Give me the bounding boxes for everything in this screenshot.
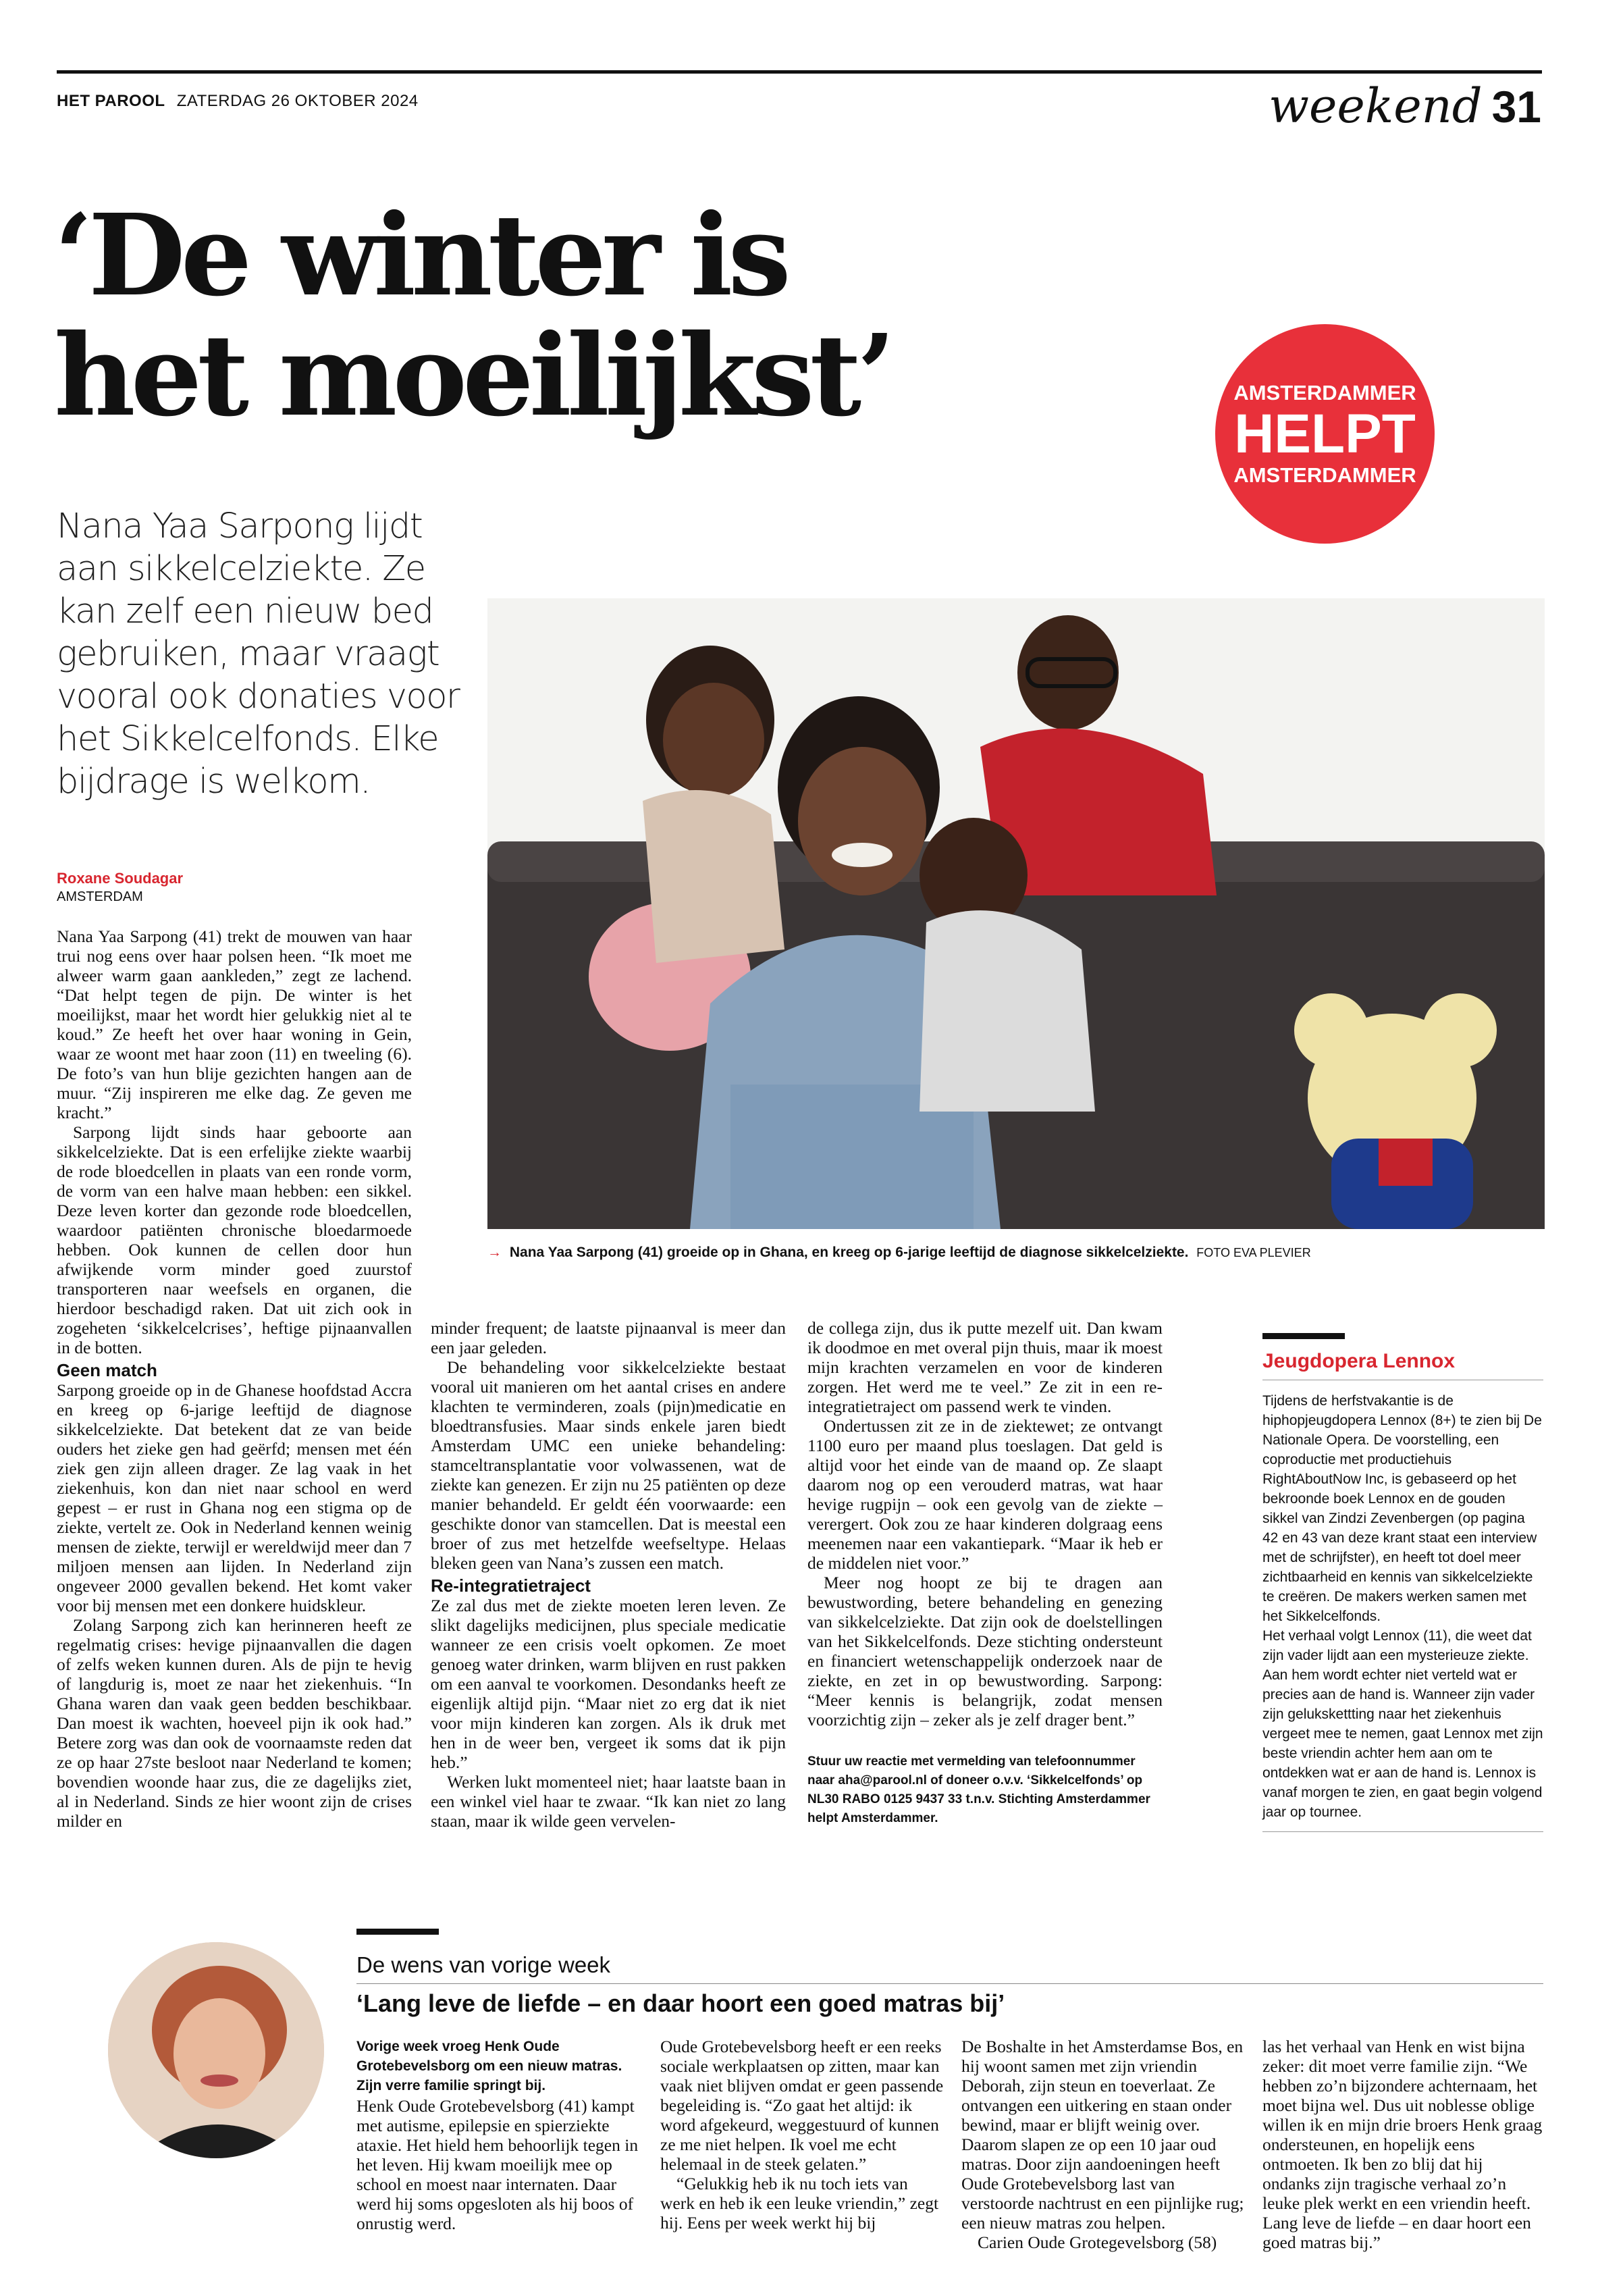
helpt-badge (1215, 324, 1435, 544)
sidebar-bottom-rule (1262, 1831, 1543, 1832)
headline-line-2: het moeilijkst’ (54, 310, 891, 442)
article-paragraph: Sarpong groeide op in de Ghanese hoofdstad Accra en kreeg op 6-jarige leeftijd de diagnose sikkelcelziekte. Dat betekent dat ze van beide ouders het zieke gen had geërfd; mensen met één ziek gen zijn alleen drager. Ze lag vaak in het ziekenhuis, kon dan niet naar school en werd gepest – er rust in Ghana nog een stigma op de ziekte, vertelt ze. Ook in Nederland kennen weinig mensen de ziekte, terwijl er wereldwijd meer dan 7 miljoen mensen aan lijden. In Nederland zijn ongeveer 2000 gevallen bekend. Het komt vaker voor bij mensen met een donkere huidskleur. (57, 1380, 412, 1615)
badge-middle: HELPT (1234, 402, 1416, 465)
bottom-column-2 (660, 2037, 944, 2233)
byline-author: Roxane Soudagar (57, 870, 184, 887)
bottom-column-1 (356, 2096, 640, 2233)
headline-line-1: ‘De winter is (54, 190, 787, 321)
subhead-re-integratietraject: Re-integratietraject (431, 1575, 591, 1596)
bottom-paragraph: Henk Oude Grotebevelsborg (41) kampt met autisme, epilepsie en spierziekte ataxie. Het hield hem behoorlijk tegen in het leven. Hij kwam moeilijk mee op school en moest naar internaten. Daar werd hij soms opgesloten als hij boos of onrustig werd. (356, 2096, 639, 2233)
byline-location: AMSTERDAM (57, 889, 143, 904)
article-paragraph: Ze zal dus met de ziekte moeten leren leven. Ze slikt dagelijks medicijnen, plus speciale medicatie wanneer ze een crisis voelt opkomen. Ze moet genoeg water drinken, warm blijven en rust pakken om een aanval te voorkomen. Desondanks heeft ze eigenlijk altijd pijn. “Maar niet zo erg dat ik niet voor mijn kinderen kan zorgen. Als ik druk met hen in de weer ben, vergeet ik soms dat ik pijn heb.” (431, 1596, 786, 1772)
headline (54, 190, 891, 442)
byline (57, 869, 183, 906)
photo-caption (487, 1244, 1545, 1261)
caption-arrow-icon: → (487, 1245, 502, 1260)
sidebar-box (1262, 1333, 1543, 1832)
sidebar-title: Jeugdopera Lennox (1262, 1349, 1543, 1380)
sidebar-text (1262, 1391, 1543, 1822)
article-paragraph: Ondertussen zit ze in de ziektewet; ze ontvangt 1100 euro per maand plus toeslagen. Dat geld is altijd voor het einde van de maand op. Ze slaapt daarom nog op een verouderd matras, wat haar hevige rugpijn – ook een gevolg van de ziekte – verergert. Ook zou ze haar kinderen dolgraag eens meenemen naar een vakantiepark. “Maar ik heb er de middelen niet voor.” (807, 1416, 1163, 1573)
bottom-column-4 (1262, 2037, 1543, 2252)
article-paragraph: minder frequent; de laatste pijnaanval is meer dan een jaar geleden. (431, 1318, 786, 1357)
page-number: 31 (1491, 82, 1541, 132)
bottom-lead: Vorige week vroeg Henk Oude Grotebevelsborg om een nieuw matras. Zijn verre familie springt bij. (356, 2039, 622, 2093)
article-column-1 (57, 927, 412, 1831)
family-photo (487, 598, 1545, 1229)
bottom-kicker-divider (356, 1983, 1543, 1984)
bottom-paragraph: las het verhaal van Henk en wist bijna zeker: dit moet verre familie zijn. “We hebben zo’n bijzondere achternaam, het moet bijna wel. Dus uit noblesse oblige willen ik en mijn drie broers Henk graag ondersteunen, en hopelijk eens ontmoeten. Ik ben zo blij dat hij ondanks zijn tragische verhaal zo’n leuke plek werkt en een vriendin heeft. Lang leve de liefde – en daar hoort een goed matras bij.” (1262, 2037, 1543, 2252)
intro-text: Nana Yaa Sarpong lijdt aan sikkelcelziekte. Ze kan zelf een nieuw bed gebruiken, maar vraagt vooral ook donaties voor het Sikkelcelfonds. Elke bijdrage is welkom. (57, 506, 460, 802)
bottom-kicker: De wens van vorige week (356, 1952, 611, 1977)
article-paragraph: De behandeling voor sikkelcelziekte bestaat vooral uit manieren om het aantal crises en andere klachten te verminderen, zoals (pijn)medicatie en bloedtransfusies. Maar sinds enkele jaren biedt Amsterdam UMC een unieke behandeling: stamceltransplantatie voor volwassenen, wat de ziekte kan genezen. Er zijn nu 25 patiënten op deze manier behandeld. Er geldt één voorwaarde: een geschikte donor van stamcellen. Dat is meestal een broer of zus met hetzelfde weefseltype. Helaas bleken geen van Nana’s zussen een match. (431, 1357, 786, 1573)
badge-bottom: AMSTERDAMMER (1233, 463, 1416, 487)
masthead (57, 92, 419, 111)
bottom-paragraph: Oude Grotebevelsborg heeft er een reeks sociale werkplaatsen op zitten, maar kan vaak niet blijven omdat er geen passende begeleiding is. “Zo gaat het altijd: ik word afgekeurd, weggestuurd of kunnen ze me niet helpen. Ik voel me echt helemaal in de steek gelaten.” (660, 2037, 944, 2174)
article-paragraph: Werken lukt momenteel niet; haar laatste baan in een winkel viel haar te zwaar. “Ik kan niet zo lang staan, maar ik wilde geen vervelen- (431, 1772, 786, 1831)
caption-credit: FOTO EVA PLEVIER (1196, 1246, 1311, 1259)
issue-date: ZATERDAG 26 OKTOBER 2024 (176, 92, 419, 110)
top-rule (57, 70, 1542, 74)
sidebar-paragraph: Het verhaal volgt Lennox (11), die weet dat zijn vader lijdt aan een mysterieuze ziekte. Aan hem wordt echter niet verteld wat er precies aan de hand is. Wanneer zijn vader zijn gelukskettting naar het ziekenhuis vergeet mee te nemen, gaat Lennox met zijn beste vriendin achter hem aan om te ontdekken wat er aan de hand is. Lennox is vanaf morgen te zien, en gaat begin volgend jaar op tournee. (1262, 1628, 1543, 1820)
sidebar-rule (1262, 1333, 1345, 1339)
bottom-paragraph: Carien Oude Grotegevelsborg (58) (978, 2233, 1217, 2252)
bottom-paragraph: De Boshalte in het Amsterdamse Bos, en hij woont samen met zijn vriendin Deborah, zijn steun en toeverlaat. Ze ontvangen een uitkering en staan onder bewind, maar er blijft weinig over. Daarom slapen ze op een 10 jaar oud matras. Door zijn aandoeningen heeft Oude Grotebevelsborg last van verstoorde nachtrust en een pijnlijke rug; een nieuw matras zou helpen. (961, 2037, 1244, 2233)
article-column-3 (807, 1318, 1163, 1828)
article-paragraph: de collega zijn, dus ik putte mezelf uit. Dan kwam ik doodmoe en met overal pijn thuis, maar ik moest mijn krachten verzamelen en voor de kinderen zorgen. Het werd me te veel.” Ze zit in een re-integratietraject om passend werk te vinden. (807, 1318, 1163, 1416)
donation-callout: Stuur uw reactie met vermelding van telefoonnummer naar aha@parool.nl of doneer o.v.v. ‘Sikkelcelfonds’ op NL30 RABO 0125 9437 33 t.n.v. Stichting Amsterdammer helpt Amsterdammer. (807, 1754, 1150, 1825)
subhead-geen-match: Geen match (57, 1360, 157, 1380)
badge-top: AMSTERDAMMER (1233, 380, 1416, 405)
bottom-paragraph: “Gelukkig heb ik nu toch iets van werk en heb ik een leuke vriendin,” zegt hij. Eens per week werkt hij bij (660, 2174, 939, 2233)
photo-illustration (487, 598, 1545, 1229)
article-paragraph: Zolang Sarpong zich kan herinneren heeft ze regelmatig crises: hevige pijnaanvallen die dagen of zelfs weken kunnen duren. Als de pijn te hevig of langdurig is, moet ze naar het ziekenhuis. “In Ghana waren dan vaak geen bedden beschikbaar. Dan moest ik wachten, hoeveel pijn ik ook had.” Betere zorg was dan ook de voornaamste reden dat ze op haar 27ste besloot naar Nederland te komen; bovendien woonde haar zus, die ze dagelijks ziet, al in Nederland. Sinds ze hier woont zijn de crises milder en (57, 1615, 412, 1831)
bottom-headline: ‘Lang leve de liefde – en daar hoort een goed matras bij’ (356, 1989, 1005, 2017)
portrait-illustration (108, 1942, 324, 2158)
article-paragraph: Sarpong lijdt sinds haar geboorte aan sikkelcelziekte. Dat is een erfelijke ziekte waarbij de rode bloedcellen in plaats van een ronde vorm, de vorm van een halve maan hebben: een sikkel. Deze leven korter dan gezonde rode bloedcellen, waardoor patiënten chronische bloedarmoede hebben. Ook kunnen de cellen door hun afwijkende vorm minder goed zuurstof transporteren naar weefsels en organen, die hierdoor beschadigd raken. Dat uit zich ook in zogeheten ‘sikkelcelcrises’, heftige pijnaanvallen in de botten. (57, 1122, 412, 1357)
section-name: weekend (1269, 78, 1483, 134)
bottom-column-3 (961, 2037, 1245, 2252)
article-column-2 (431, 1318, 786, 1831)
bottom-avatar (108, 1942, 324, 2158)
sidebar-paragraph: Tijdens de herfstvakantie is de hiphopjeugdopera Lennox (8+) te zien bij De Nationale Opera. De voorstelling, een coproductie met productiehuis RightAboutNow Inc, is gebaseerd op het bekroonde boek Lennox en de gouden sikkel van Zindzi Zevenbergen (op pagina 42 en 43 van deze krant staat een interview met de schrijfster), en heeft tot doel meer zichtbaarheid en kennis van sikkelcelziekte te creëren. De makers werken samen met het Sikkelcelfonds. (1262, 1393, 1542, 1624)
paper-name: HET PAROOL (57, 92, 165, 110)
article-paragraph: Nana Yaa Sarpong (41) trekt de mouwen van haar trui nog eens over haar polsen heen. “Ik moet me alweer warm gaan aankleden,” zegt ze lachend. “Dat helpt tegen de pijn. De winter is het moeilijkst, maar het wordt hier gelukkig niet al te koud.” Ze heeft het over haar woning in Gein, waar ze woont met haar zoon (11) en tweeling (6). De foto’s van hun blije gezichten hangen aan de muur. “Zij inspireren me elke dag. Ze geven me kracht.” (57, 927, 412, 1122)
article-paragraph: Meer nog hoopt ze bij te dragen aan bewustwording, betere behandeling en genezing van sikkelcelziekte. Dat zijn ook de doelstellingen van het Sikkelcelfonds. Deze stichting ondersteunt en financiert wetenschappelijk onderzoek naar de ziekte, en zet in op bewustwording. Sarpong: “Meer kennis is belangrijk, zodat mensen voorzichtig zijn – zeker als je zelf drager bent.” (807, 1573, 1163, 1729)
section-label (1269, 78, 1541, 134)
bottom-kicker-rule (356, 1929, 439, 1935)
caption-text: Nana Yaa Sarpong (41) groeide op in Ghana, en kreeg op 6-jarige leeftijd de diagnose sikkelcelziekte. (509, 1245, 1189, 1260)
